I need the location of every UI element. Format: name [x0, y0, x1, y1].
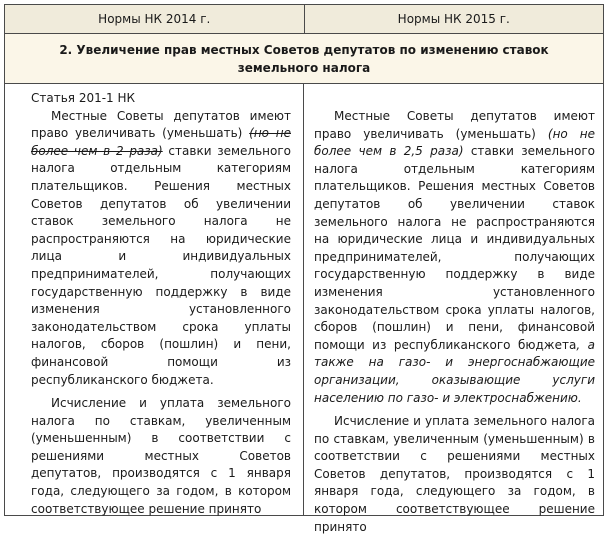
comparison-table	[4, 4, 604, 534]
right-p1-start: Местные Советы депутатов имеют право увеличивать (уменьшать)	[314, 109, 595, 141]
column-2014	[5, 84, 304, 516]
header-2015: Нормы НК 2015 г.	[397, 12, 510, 26]
right-italic-addition: , а также на газо- и энергоснабжающие организации, оказывающие услуги населению по газо- и электроснабжению.	[314, 337, 595, 405]
column-2015	[304, 84, 603, 534]
left-p1-end: ставки земельного налога отдельным категориям плательщиков. Решения местных Советов депутатов об увеличении ставок земельного налога не распространяются на юридические лица и индивидуальных предпринимателей, получающих государственную поддержку в виде изменения установленного законодательством срока уплаты налогов, сборов (пошлин) и пени, финансовой помощи из республиканского бюджета.	[31, 143, 291, 387]
table-body	[5, 84, 603, 534]
right-p1-middle: ставки земельного налога отдельным категориям плательщиков. Решения местных Советов депутатов об увеличении ставок земельного налога не распространяются на юридические лица и индивидуальных предпринимателей, получающих государственную поддержку в виде изменения установленного законодательством срока уплаты налогов, сборов (пошлин) и пени, финансовой помощи из республиканского бюджета	[314, 144, 595, 352]
table-header	[5, 5, 603, 34]
left-p1-start: Местные Советы депутатов имеют право увеличивать (уменьшать)	[31, 108, 291, 141]
right-paragraph-1	[314, 108, 595, 407]
header-2014: Нормы НК 2014 г.	[5, 5, 305, 33]
left-struck-text: (но не более чем в 2 раза)	[31, 126, 291, 158]
section-title: 2. Увеличение прав местных Советов депутатов по изменению ставок земельного налога	[5, 34, 603, 84]
right-italic-limit: (но не более чем в 2,5 раза)	[314, 126, 595, 159]
right-paragraph-2: Исчисление и уплата земельного налога по ставкам, увеличенным (уменьшенным) в соответствии с решениями местных Советов депутатов, производятся с 1 января года, следующего за годом, в котором соответствующее решение принято	[314, 414, 595, 534]
left-paragraph-1	[31, 108, 291, 390]
article-label: Статья 201-1 НК	[31, 91, 136, 105]
left-paragraph-2: Исчисление и уплата земельного налога по ставкам, увеличенным (уменьшенным) в соответствии с решениями местных Советов депутатов, производятся с 1 января года, следующего за годом, в котором соответствующее решение принято	[31, 396, 291, 516]
